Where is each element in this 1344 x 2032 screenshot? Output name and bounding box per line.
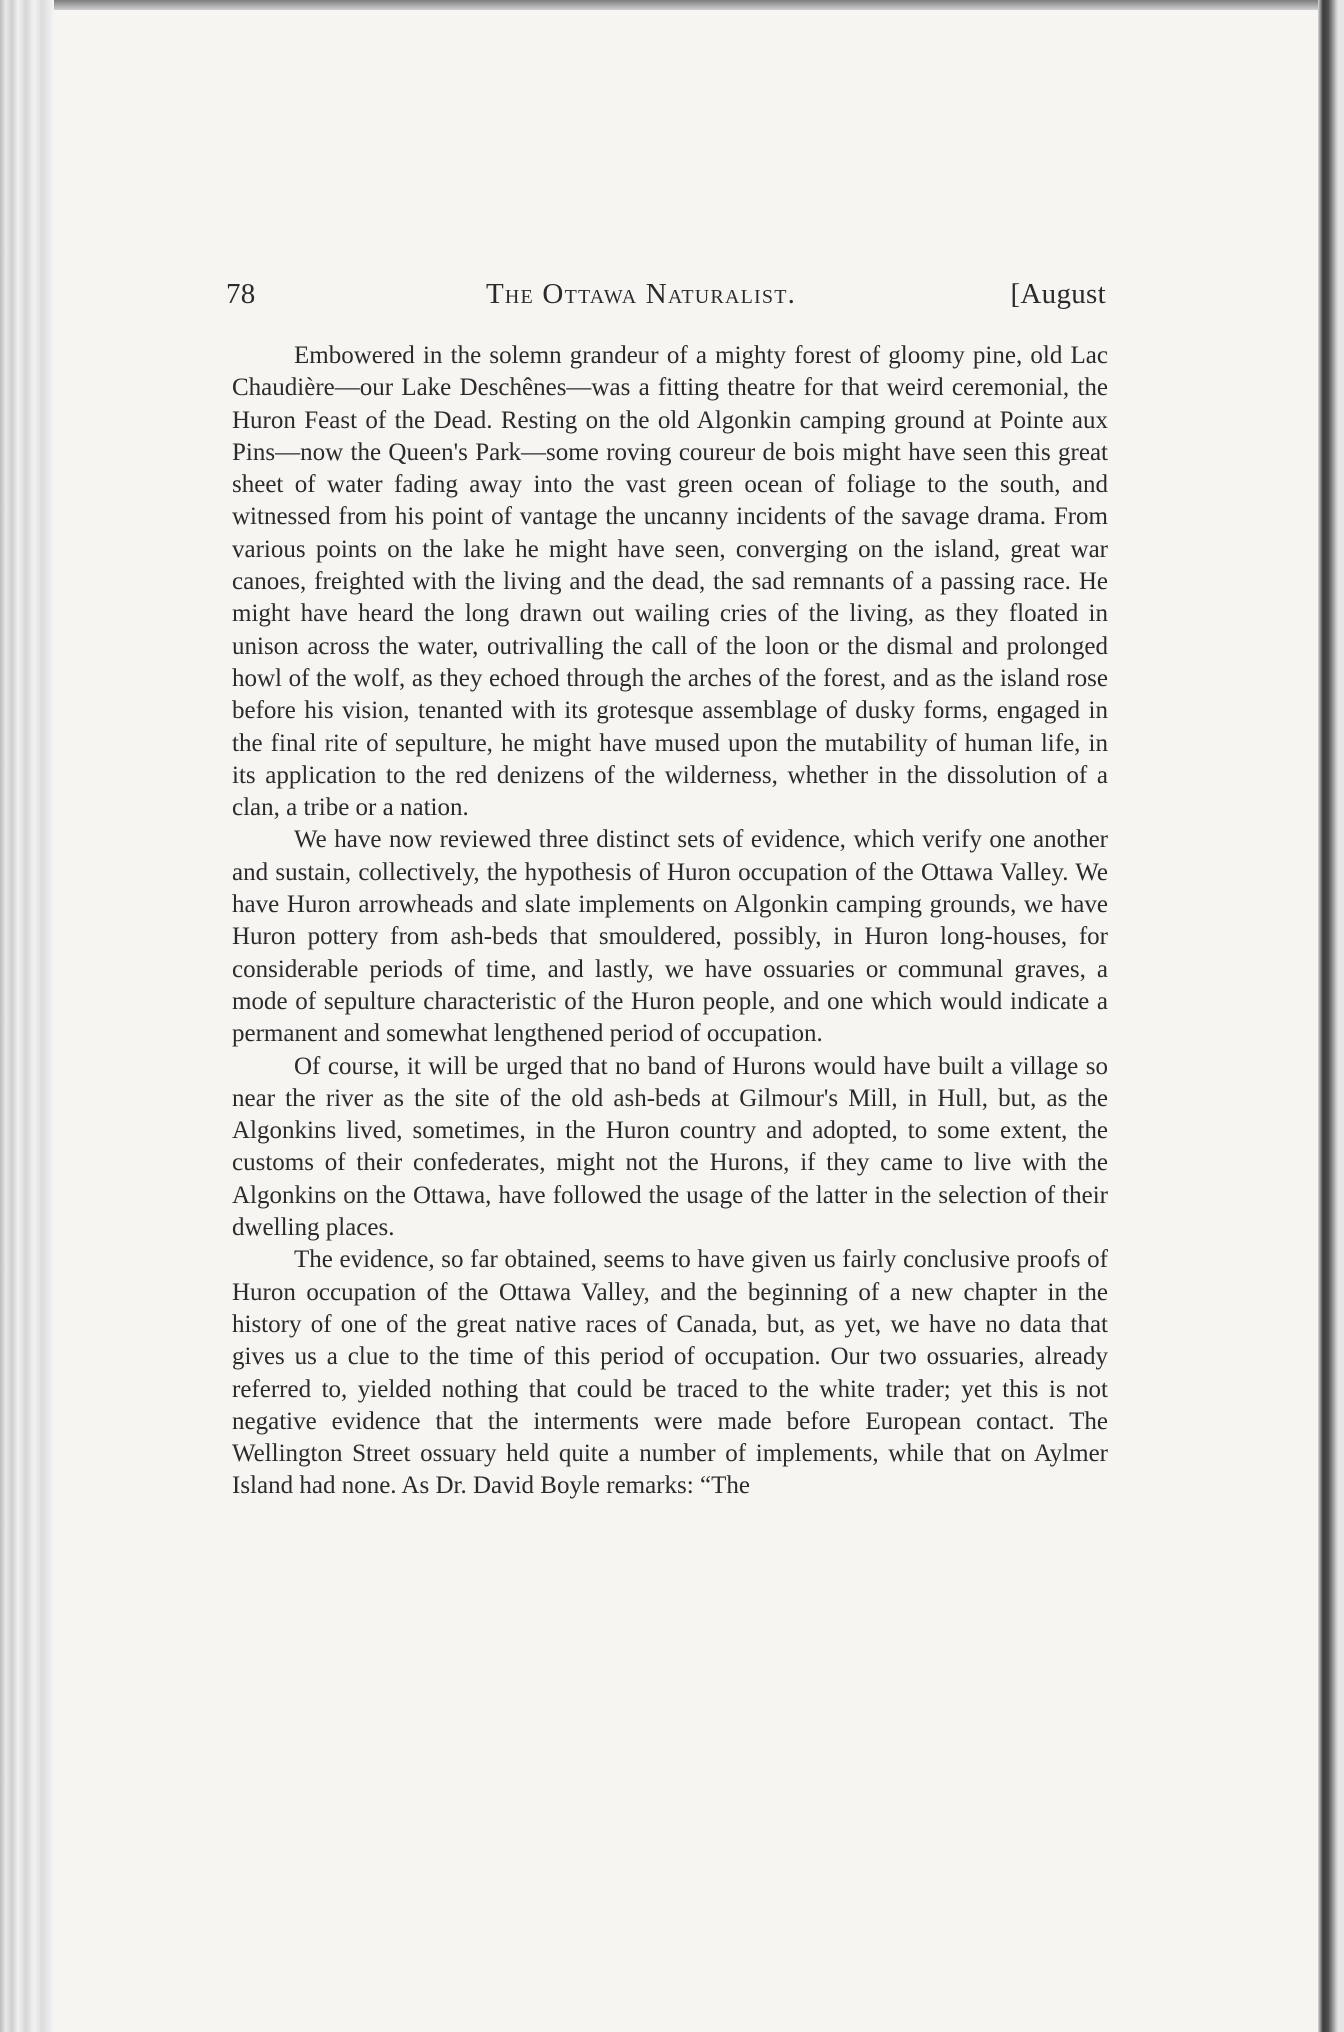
issue-month: [August — [1010, 278, 1106, 310]
running-head — [226, 272, 1106, 316]
paragraph-period-of-occupation: The evidence, so far obtained, seems to have given us fairly conclusive proofs of Huron occupation of the Ottawa Valley, and the beginning of a new chapter in the history of one of the great native races of Canada, but, as yet, we have no data that gives us a clue to the time of this period of occupation. Our two ossuaries, already referred to, yielded nothing that could be traced to the white trader; yet this is not negative evidence that the interments were made before European contact. The Wellington Street ossuary held quite a number of implements, while that on Aylmer Island had none. As Dr. David Boyle remarks: “The — [232, 1246, 1108, 1500]
journal-title: The Ottawa Naturalist. — [486, 278, 797, 310]
body-text — [232, 340, 1108, 1503]
scan-top-edge — [0, 0, 1344, 10]
paragraph-feast-of-the-dead: Embowered in the solemn grandeur of a mighty forest of gloomy pine, old Lac Chaudière—our Lake Deschênes—was a fitting theatre for that weird ceremonial, the Huron Feast of the Dead. Resting on the old Algonkin camping ground at Pointe aux Pins—now the Queen's Park—some roving coureur de bois might have seen this great sheet of water fading away into the vast green ocean of foliage to the south, and witnessed from his point of vantage the uncanny incidents of the savage drama. From various points on the lake he might have seen, converging on the island, great war canoes, freighted with the living and the dead, the sad remnants of a passing race. He might have heard the long drawn out wailing cries of the living, as they floated in unison across the water, outrivalling the call of the loon or the dismal and prolonged howl of the wolf, as they echoed through the arches of the forest, and as the island rose before his vision, tenanted with its grotesque assemblage of dusky forms, engaged in the final rite of sepulture, he might have mused upon the mutability of human life, in its application to the red denizens of the wilderness, whether in the dissolution of a clan, a tribe or a nation. — [232, 342, 1108, 822]
paragraph-village-site: Of course, it will be urged that no band of Hurons would have built a village so near the river as the site of the old ash-beds at Gilmour's Mill, in Hull, but, as the Algonkins lived, sometimes, in the Huron country and adopted, to some extent, the customs of their confederates, might not the Hurons, if they came to live with the Algonkins on the Ottawa, have followed the usage of the latter in the selection of their dwelling places. — [232, 1052, 1108, 1242]
page-number: 78 — [226, 278, 256, 310]
paragraph-evidence-review: We have now reviewed three distinct sets of evidence, which verify one another and sustain, collectively, the hypothesis of Huron occupation of the Ottawa Valley. We have Huron arrowheads and slate implements on Algonkin camping grounds, we have Huron pottery from ash-beds that smouldered, possibly, in Huron long-houses, for considerable periods of time, and lastly, we have ossuaries or communal graves, a mode of sepulture characteristic of the Huron people, and one which would indicate a permanent and somewhat lengthened period of occupation. — [232, 826, 1108, 1048]
scan-right-edge — [1318, 0, 1344, 2032]
scan-binding-edge — [0, 0, 54, 2032]
